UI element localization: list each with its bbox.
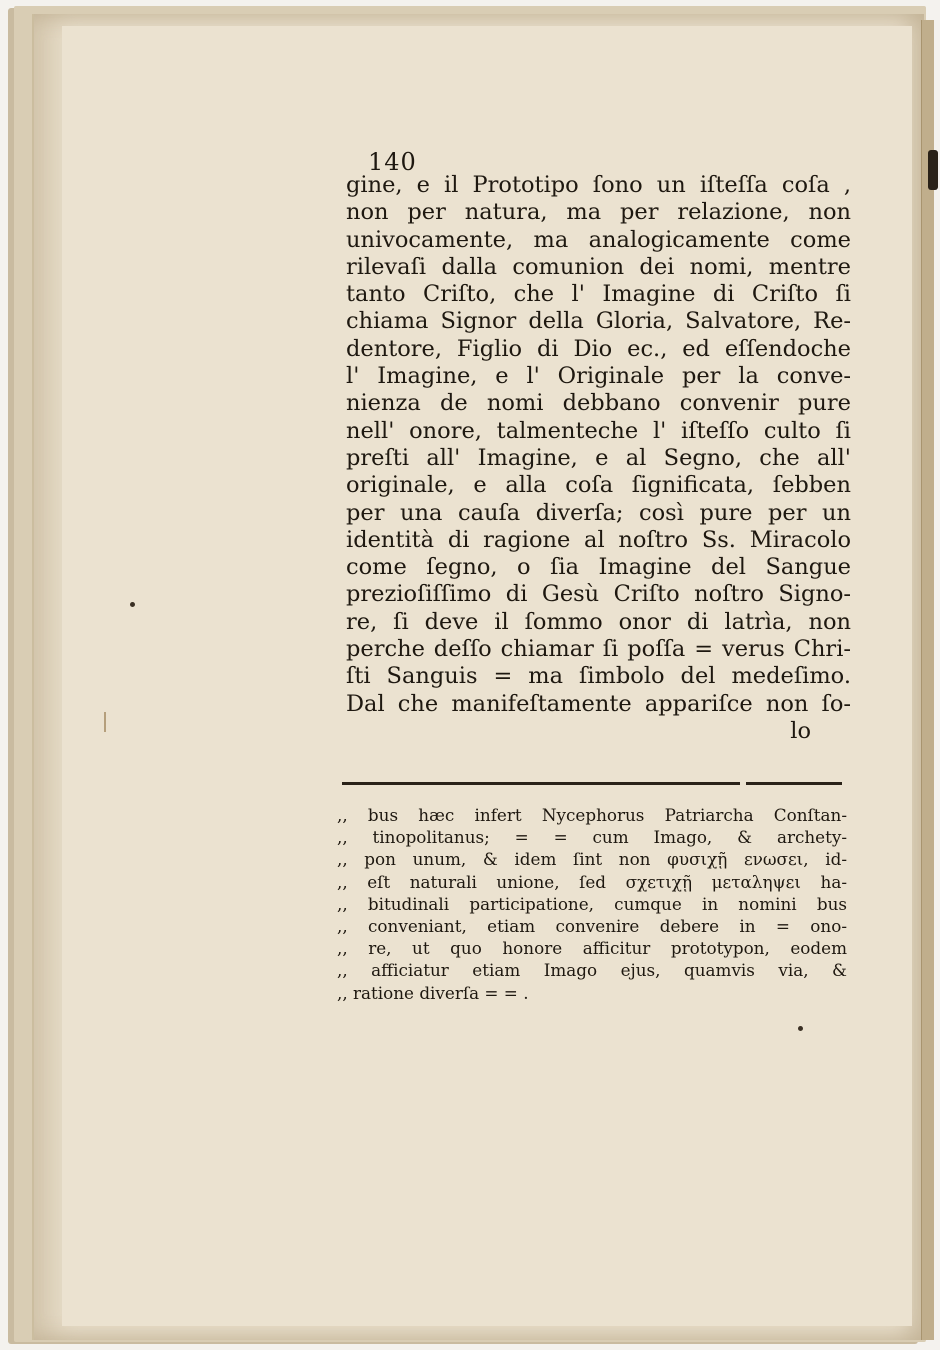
footnote-line: ,, pon unum, & idem ſint non φυσιχῇ ενωσει, id- bbox=[337, 849, 847, 870]
body-line: originale, e alla coſa ſignificata, ſebben bbox=[346, 472, 851, 499]
page-number: 140 bbox=[368, 148, 417, 176]
footnote-line: ,, tinopolitanus; = = cum Imago, & archety- bbox=[337, 827, 847, 848]
footnote-line: ,, conveniant, etiam convenire debere in = ono- bbox=[337, 915, 847, 936]
footnote bbox=[337, 804, 847, 1004]
body-line: Dal che manifeſtamente appariſce non ſo- bbox=[346, 690, 851, 717]
body-line: gine, e il Prototipo ſono un iſteſſa coſa , bbox=[346, 172, 851, 198]
body-line: dentore, Figlio di Dio ec., ed eſſendoche bbox=[346, 335, 851, 362]
body-line: ſti Sanguis = ma ſimbolo del medeſimo. bbox=[346, 663, 851, 690]
body-line: come ſegno, o ſia Imagine del Sangue bbox=[346, 554, 851, 581]
body-line: nell' onore, talmenteche l' iſteſſo culto ſi bbox=[346, 417, 851, 444]
margin-mark bbox=[104, 712, 106, 732]
page-edge bbox=[921, 20, 934, 1340]
speck bbox=[798, 1026, 803, 1031]
body-line: nienza de nomi debbano convenir pure bbox=[346, 390, 851, 417]
speck bbox=[130, 602, 135, 607]
footnote-line: ,, re, ut quo honore afficitur prototypon, eodem bbox=[337, 938, 847, 959]
footnote-line: ,, bitudinali participatione, cumque in nomini bus bbox=[337, 893, 847, 914]
footnote-line: ,, afficiatur etiam Imago ejus, quamvis via, & bbox=[337, 960, 847, 981]
body-line: perche deſſo chiamar ſi poſſa = verus Chri- bbox=[346, 636, 851, 663]
body-line: per una cauſa diverſa; così pure per un bbox=[346, 499, 851, 526]
footnote-line: ,, ratione diverſa = = . bbox=[337, 982, 529, 1003]
body-line: re, ſi deve il ſommo onor di latrìa, non bbox=[346, 608, 851, 635]
body-text bbox=[346, 172, 851, 745]
body-line-catchword: lo bbox=[790, 717, 811, 744]
body-line: l' Imagine, e l' Originale per la conve- bbox=[346, 363, 851, 390]
footnote-line: ,, bus hæc infert Nycephorus Patriarcha Conſtan- bbox=[337, 805, 847, 825]
body-line: non per natura, ma per relazione, non bbox=[346, 199, 851, 226]
body-line: rilevaſi dalla comunion dei nomi, mentre bbox=[346, 253, 851, 280]
footnote-rule-gap bbox=[740, 780, 746, 787]
body-line: prezioſiſſimo di Gesù Criſto noſtro Signo- bbox=[346, 581, 851, 608]
body-line: chiama Signor della Gloria, Salvatore, Re- bbox=[346, 308, 851, 335]
footnote-line: ,, eſt naturali unione, ſed σχετιχῇ μεταληψει ha- bbox=[337, 871, 847, 892]
edge-stain bbox=[928, 150, 938, 190]
body-line: univocamente, ma analogicamente come bbox=[346, 226, 851, 253]
body-line: identità di ragione al noſtro Ss. Miracolo bbox=[346, 526, 851, 553]
body-line: tanto Criſto, che l' Imagine di Criſto ſi bbox=[346, 281, 851, 308]
body-line: preſti all' Imagine, e al Segno, che all' bbox=[346, 444, 851, 471]
footnote-rule bbox=[342, 782, 842, 785]
